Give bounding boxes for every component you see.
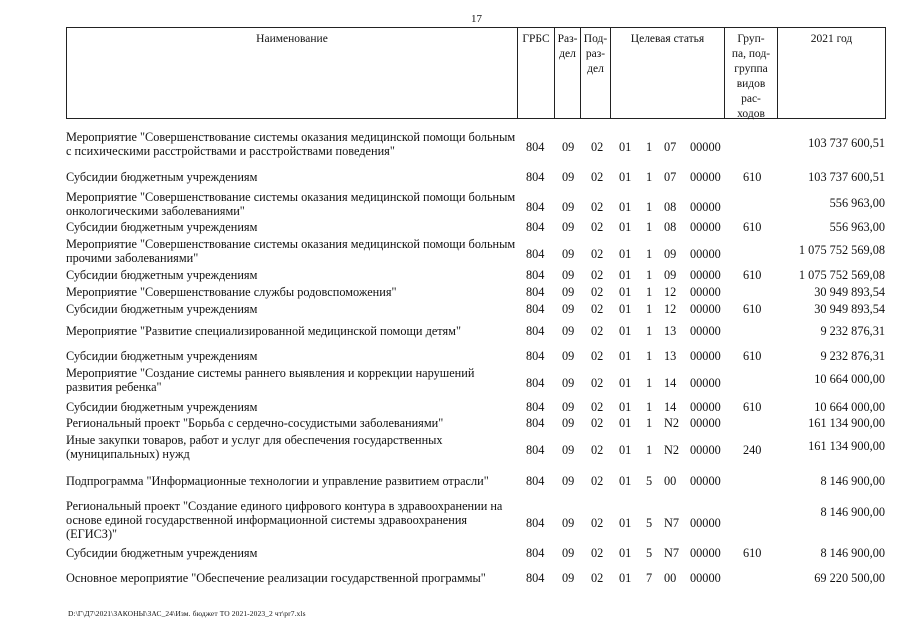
table-row [0,366,905,396]
row-c4: 00000 [690,516,721,530]
row-sum: 8 146 900,00 [820,505,885,519]
table-row [0,268,905,282]
row-c4: 00000 [690,349,721,363]
row-name: Мероприятие "Создание системы раннего выявления и коррекции нарушений развития ребенка" [66,366,475,394]
row-c2: 1 [646,324,653,338]
row-c3: 00 [664,474,677,488]
row-c3: N2 [664,443,680,457]
row-c4: 00000 [690,285,721,299]
row-rz: 09 [562,200,575,214]
row-sum: 1 075 752 569,08 [798,268,885,282]
row-c3: 14 [664,376,677,390]
row-vr: 610 [743,400,762,414]
row-pr: 02 [591,400,604,414]
row-c4: 00000 [690,376,721,390]
row-c1: 01 [619,516,632,530]
table-row [0,190,905,220]
table-row [0,416,905,430]
table-row [0,237,905,267]
row-c3: N7 [664,516,680,530]
row-sum: 8 146 900,00 [820,546,885,560]
row-sum: 10 664 000,00 [814,372,885,386]
row-rz: 09 [562,285,575,299]
row-name: Мероприятие "Развитие специализированной медицинской помощи детям" [66,324,461,338]
row-pr: 02 [591,285,604,299]
row-c3: 00 [664,571,677,585]
row-c3: 12 [664,302,677,316]
header-grbs: ГРБС [517,27,555,119]
row-name: Мероприятие "Совершенствование системы оказания медицинской помощи больным прочими заболеваниями" [66,237,516,265]
row-c2: 1 [646,302,653,316]
row-pr: 02 [591,302,604,316]
row-c1: 01 [619,285,632,299]
row-sum: 556 963,00 [829,220,885,234]
row-c3: 13 [664,324,677,338]
row-c2: 1 [646,416,653,430]
row-rz: 09 [562,324,575,338]
row-sum: 161 134 900,00 [808,439,885,453]
row-grbs: 804 [526,220,545,234]
row-c3: 07 [664,140,677,154]
row-c3: 09 [664,247,677,261]
row-c4: 00000 [690,546,721,560]
row-c3: N2 [664,416,680,430]
row-pr: 02 [591,376,604,390]
row-pr: 02 [591,443,604,457]
row-name: Основное мероприятие "Обеспечение реализации государственной программы" [66,571,486,585]
row-c4: 00000 [690,416,721,430]
row-grbs: 804 [526,516,545,530]
row-vr: 610 [743,302,762,316]
row-name: Субсидии бюджетным учреждениям [66,349,258,363]
row-grbs: 804 [526,268,545,282]
row-c4: 00000 [690,324,721,338]
row-name: Иные закупки товаров, работ и услуг для обеспечения государственных (муниципальных) нужд [66,433,443,461]
row-c1: 01 [619,268,632,282]
row-c4: 00000 [690,268,721,282]
row-pr: 02 [591,200,604,214]
row-c4: 00000 [690,400,721,414]
table-row [0,499,905,543]
row-vr: 610 [743,349,762,363]
row-vr: 610 [743,170,762,184]
row-name: Субсидии бюджетным учреждениям [66,268,258,282]
row-c1: 01 [619,140,632,154]
row-vr: 610 [743,268,762,282]
row-sum: 9 232 876,31 [820,324,885,338]
row-pr: 02 [591,324,604,338]
row-c3: 09 [664,268,677,282]
row-name: Подпрограмма "Информационные технологии и управление развитием отрасли" [66,474,489,488]
row-grbs: 804 [526,247,545,261]
row-sum: 103 737 600,51 [808,170,885,184]
table-row [0,285,905,299]
row-grbs: 804 [526,140,545,154]
row-c1: 01 [619,170,632,184]
header-target: Целевая статья [610,27,725,119]
row-pr: 02 [591,516,604,530]
row-pr: 02 [591,416,604,430]
row-c2: 5 [646,516,653,530]
row-name: Региональный проект "Создание единого цифрового контура в здравоохранении на основе единой государственной информационной системы здравоохранения (ЕГИСЗ)" [66,499,503,541]
row-rz: 09 [562,516,575,530]
row-pr: 02 [591,546,604,560]
row-rz: 09 [562,140,575,154]
row-rz: 09 [562,170,575,184]
row-vr: 610 [743,546,762,560]
row-c1: 01 [619,302,632,316]
row-c1: 01 [619,443,632,457]
row-rz: 09 [562,220,575,234]
row-c2: 1 [646,285,653,299]
row-grbs: 804 [526,400,545,414]
row-c1: 01 [619,416,632,430]
table-row [0,302,905,316]
row-c4: 00000 [690,474,721,488]
row-rz: 09 [562,546,575,560]
row-c2: 5 [646,546,653,560]
row-c2: 1 [646,200,653,214]
row-c1: 01 [619,376,632,390]
row-c2: 1 [646,376,653,390]
row-grbs: 804 [526,376,545,390]
row-rz: 09 [562,349,575,363]
row-rz: 09 [562,571,575,585]
row-rz: 09 [562,268,575,282]
row-sum: 556 963,00 [829,196,885,210]
table-row [0,349,905,363]
row-pr: 02 [591,474,604,488]
row-c2: 1 [646,443,653,457]
row-c2: 1 [646,247,653,261]
row-name: Мероприятие "Совершенствование системы оказания медицинской помощи больным с психическими расстройствами и расстройствами поведения" [66,130,516,158]
table-row [0,324,905,338]
row-c1: 01 [619,247,632,261]
row-grbs: 804 [526,200,545,214]
row-sum: 161 134 900,00 [808,416,885,430]
page-number: 17 [471,13,482,25]
row-c2: 1 [646,400,653,414]
row-c2: 1 [646,170,653,184]
row-rz: 09 [562,302,575,316]
row-c2: 7 [646,571,653,585]
row-c1: 01 [619,324,632,338]
row-rz: 09 [562,400,575,414]
row-grbs: 804 [526,571,545,585]
row-sum: 1 075 752 569,08 [798,243,885,257]
row-name: Субсидии бюджетным учреждениям [66,546,258,560]
table-row [0,571,905,585]
row-sum: 69 220 500,00 [814,571,885,585]
row-c1: 01 [619,400,632,414]
row-sum: 9 232 876,31 [820,349,885,363]
row-c3: 12 [664,285,677,299]
header-razdel: Раз- дел [554,27,581,119]
row-name: Мероприятие "Совершенствование службы родовспоможения" [66,285,397,299]
row-rz: 09 [562,416,575,430]
row-c3: 08 [664,200,677,214]
row-c4: 00000 [690,140,721,154]
row-c1: 01 [619,349,632,363]
row-c4: 00000 [690,247,721,261]
row-grbs: 804 [526,416,545,430]
row-rz: 09 [562,376,575,390]
table-row [0,220,905,234]
row-c1: 01 [619,474,632,488]
row-pr: 02 [591,349,604,363]
row-grbs: 804 [526,474,545,488]
row-sum: 30 949 893,54 [814,285,885,299]
row-pr: 02 [591,247,604,261]
row-rz: 09 [562,247,575,261]
row-grbs: 804 [526,349,545,363]
row-pr: 02 [591,268,604,282]
header-group: Груп- па, под- группа видов рас- ходов [724,27,778,119]
row-c1: 01 [619,220,632,234]
table-row [0,433,905,463]
row-name: Субсидии бюджетным учреждениям [66,400,258,414]
row-c4: 00000 [690,170,721,184]
row-c4: 00000 [690,443,721,457]
row-pr: 02 [591,571,604,585]
row-rz: 09 [562,443,575,457]
row-grbs: 804 [526,324,545,338]
row-c1: 01 [619,200,632,214]
row-grbs: 804 [526,546,545,560]
row-grbs: 804 [526,443,545,457]
row-pr: 02 [591,220,604,234]
row-c2: 1 [646,220,653,234]
row-c4: 00000 [690,220,721,234]
table-row [0,546,905,560]
row-name: Субсидии бюджетным учреждениям [66,170,258,184]
row-name: Субсидии бюджетным учреждениям [66,302,258,316]
row-c1: 01 [619,571,632,585]
file-path-footer: D:\Г\Д7\2021\ЗАКОНЫ\ЗАС_24\Изм. бюджет ТО 2021-2023_2 чт\pr7.xls [68,609,306,618]
row-sum: 30 949 893,54 [814,302,885,316]
row-c2: 1 [646,268,653,282]
row-sum: 10 664 000,00 [814,400,885,414]
header-name: Наименование [66,27,518,119]
row-c2: 1 [646,349,653,363]
row-sum: 103 737 600,51 [808,136,885,150]
header-year: 2021 год [777,27,886,119]
row-c3: 14 [664,400,677,414]
row-name: Мероприятие "Совершенствование системы оказания медицинской помощи больным онкологическими заболеваниями" [66,190,516,218]
table-row [0,474,905,488]
row-grbs: 804 [526,285,545,299]
table-row [0,130,905,160]
table-row [0,400,905,414]
row-c3: 08 [664,220,677,234]
row-c3: 13 [664,349,677,363]
row-c1: 01 [619,546,632,560]
row-grbs: 804 [526,302,545,316]
row-pr: 02 [591,170,604,184]
row-vr: 610 [743,220,762,234]
row-rz: 09 [562,474,575,488]
row-sum: 8 146 900,00 [820,474,885,488]
row-c3: N7 [664,546,680,560]
table-row [0,170,905,184]
row-c4: 00000 [690,571,721,585]
row-name: Региональный проект "Борьба с сердечно-сосудистыми заболеваниями" [66,416,444,430]
row-vr: 240 [743,443,762,457]
row-c2: 5 [646,474,653,488]
header-podrazdel: Под- раз- дел [580,27,611,119]
row-c3: 07 [664,170,677,184]
row-name: Субсидии бюджетным учреждениям [66,220,258,234]
row-pr: 02 [591,140,604,154]
row-c2: 1 [646,140,653,154]
row-grbs: 804 [526,170,545,184]
row-c4: 00000 [690,200,721,214]
row-c4: 00000 [690,302,721,316]
